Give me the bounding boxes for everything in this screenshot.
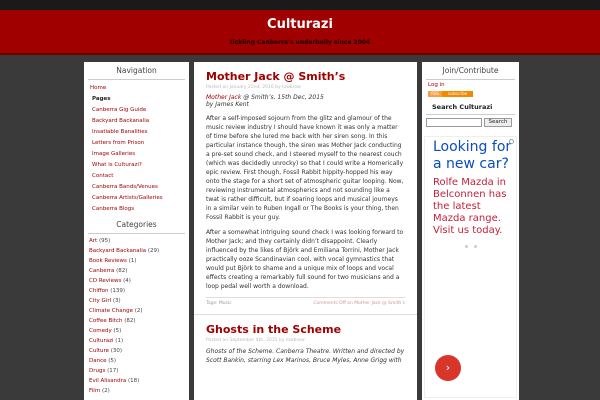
category-item xyxy=(89,376,184,386)
post-subtitle-rest: @ Smith’s, 15th Dec, 2015 xyxy=(241,94,324,101)
category-item xyxy=(89,316,184,326)
category-item xyxy=(89,236,184,246)
category-count: (30) xyxy=(110,348,123,354)
site-tagline: tickling Canberra's underbelly since 2004 xyxy=(229,39,371,46)
category-link[interactable]: CD Reviews xyxy=(89,278,122,284)
categories-title: Categories xyxy=(88,216,185,234)
site-header xyxy=(0,10,600,55)
category-item xyxy=(89,366,184,376)
category-count: (82) xyxy=(116,268,128,274)
nav-pages-heading: Pages xyxy=(92,95,111,102)
category-item xyxy=(89,276,184,286)
advertisement[interactable] xyxy=(424,136,517,398)
category-link[interactable]: City Girl xyxy=(89,298,112,304)
ad-text[interactable]: Rolfe Mazda in Belconnen has the latest Mazda range. Visit us today. xyxy=(433,177,507,236)
nav-item-contact[interactable]: Contact xyxy=(92,172,114,179)
category-item xyxy=(89,386,184,396)
nav-item-gig-guide[interactable]: Canberra Gig Guide xyxy=(92,106,147,113)
rss-subscribe-label: subscribe xyxy=(447,91,468,96)
category-item xyxy=(89,336,184,346)
category-count: (2) xyxy=(101,388,110,394)
category-item xyxy=(89,296,184,306)
navigation-list xyxy=(84,80,189,216)
category-link[interactable]: Climate Change xyxy=(89,308,133,314)
post-meta: Posted on January 22nd, 2016 by lowbrow xyxy=(206,85,301,90)
rss-subscribe-badge[interactable] xyxy=(428,91,473,97)
category-link[interactable]: Evil Alisandra xyxy=(89,378,127,384)
category-link[interactable]: Chiffon xyxy=(89,288,109,294)
post-comments-link[interactable]: Comments Off on Mother Jack @ Smith’s xyxy=(313,301,405,306)
post-ghosts-in-the-scheme xyxy=(194,314,417,369)
post-intro: Ghosts of the Scheme. Canberra Theatre. Written and directed by Scott Bankin, starring Lex Marinos, Bruce Myles, Anne Grigg with xyxy=(206,348,405,364)
category-item xyxy=(89,356,184,366)
ad-arrow-icon[interactable]: › xyxy=(435,355,461,381)
nav-item-bands-venues[interactable]: Canberra Bands/Venues xyxy=(92,183,158,190)
category-item xyxy=(89,266,184,276)
post-meta: Posted on September 4th, 2015 by lowbrow xyxy=(206,338,305,343)
nav-item-canberra-blogs[interactable]: Canberra Blogs xyxy=(92,205,135,212)
search-button[interactable]: Search xyxy=(484,118,512,127)
ad-dot xyxy=(474,245,477,248)
search-row xyxy=(422,115,519,130)
category-link[interactable]: Culture xyxy=(89,348,110,354)
category-count: (5) xyxy=(108,358,117,364)
post-tags[interactable]: Tags: Music xyxy=(206,301,232,306)
category-item xyxy=(89,286,184,296)
top-bar xyxy=(0,0,600,10)
nav-item-letters-from-prison[interactable]: Letters from Prison xyxy=(92,139,145,146)
category-count: (139) xyxy=(110,288,126,294)
category-item xyxy=(89,306,184,316)
nav-item-home[interactable]: Home xyxy=(90,84,107,91)
post-title[interactable]: Ghosts in the Scheme xyxy=(206,323,342,336)
nav-item-insatiable-banalities[interactable]: Insatiable Banalities xyxy=(92,128,148,135)
category-count: (3) xyxy=(112,298,121,304)
category-count: (18) xyxy=(127,378,140,384)
category-link[interactable]: Book Reviews xyxy=(89,258,127,264)
category-count: (95) xyxy=(98,238,111,244)
category-count: (4) xyxy=(123,278,131,284)
category-link[interactable]: Drugs xyxy=(89,368,106,374)
category-item xyxy=(89,346,184,356)
join-contribute-title: Join/Contribute xyxy=(426,62,515,80)
ad-pagination-dots xyxy=(425,245,516,248)
category-link[interactable]: Dance xyxy=(89,358,107,364)
ad-headline[interactable]: Looking for a new car? xyxy=(433,139,512,172)
login-link[interactable]: Log in xyxy=(428,82,445,88)
ad-info-icon[interactable] xyxy=(509,139,514,144)
search-input[interactable] xyxy=(426,118,482,127)
post-subtitle xyxy=(206,94,405,101)
category-count: (1) xyxy=(128,258,137,264)
category-item xyxy=(89,256,184,266)
category-count: (2) xyxy=(134,308,143,314)
post-paragraph: After a self-imposed sojourn from the glitz and glamour of the music review industry I should have known it was only a matter of time before she lured me back with her siren song. In this particular instance though, the siren was Mother Jack conducting a pre-set sound check, and I steered myself to the nearest couch (which was decidedly unrocky) so that I could write a Homerically epic review. First though, Fossil Rabbit hippity-hopped his way onto the stage for a short set of atmospheric guitar looping. Now, reviewing instrumental atmospherics and not sounding like a twat is rather difficult, but if soaring loops and musical journeys in a similar vein to Ruben Ingall or The Books is your thing, then Fossil Rabbit is your guy. xyxy=(206,115,404,221)
post-mother-jack xyxy=(194,62,417,310)
category-link[interactable]: Canberra xyxy=(89,268,115,274)
category-link[interactable]: Comedy xyxy=(89,328,112,334)
ad-dot xyxy=(465,245,468,248)
category-count: (5) xyxy=(113,328,122,334)
category-link[interactable]: Backyard Backanalia xyxy=(89,248,147,254)
right-sidebar xyxy=(422,62,519,400)
nav-item-image-galleries[interactable]: Image Galleries xyxy=(92,150,136,157)
main-content xyxy=(194,62,417,400)
categories-list xyxy=(84,234,189,398)
nav-item-artists-galleries[interactable]: Canberra Artists/Galleries xyxy=(92,194,163,201)
nav-item-backyard-backanalia[interactable]: Backyard Backanalia xyxy=(92,117,150,124)
post-byline: by James Kent xyxy=(206,101,249,108)
category-link[interactable]: Coffee Bitch xyxy=(89,318,123,324)
post-footer xyxy=(206,297,405,306)
left-sidebar xyxy=(84,62,189,400)
category-count: (1) xyxy=(115,338,124,344)
category-item xyxy=(89,246,184,256)
post-body xyxy=(206,114,405,291)
site-title[interactable]: Culturazi xyxy=(267,17,333,32)
nav-item-what-is-culturazi[interactable]: What is Culturazi? xyxy=(92,161,142,168)
post-paragraph: After a somewhat intriguing sound check I was looking forward to Mother Jack; and they certainly didn’t disappoint. Clearly influenced by the likes of Björk and Emiliana Torrini, Mother Jack practically ooze Scandinavian cool, with vocal gymnastics that would put Björk to shame and a unique mix of loops and vocal effects creating a remarkably full sound for two musicians and a loop pedal well worth a download. xyxy=(206,229,404,290)
category-item xyxy=(89,326,184,336)
navigation-title: Navigation xyxy=(88,62,185,80)
category-link[interactable]: Film xyxy=(89,388,101,394)
search-title: Search Culturazi xyxy=(426,100,515,115)
category-link[interactable]: Culturazi xyxy=(89,338,114,344)
category-count: (29) xyxy=(147,248,160,254)
post-title[interactable]: Mother Jack @ Smith’s xyxy=(206,70,346,83)
category-count: (17) xyxy=(107,368,119,374)
post-subtitle-link[interactable]: Mother Jack xyxy=(206,94,242,101)
rss-icon: RSS xyxy=(428,91,442,97)
category-count: (82) xyxy=(124,318,136,324)
category-link[interactable]: Art xyxy=(89,238,98,244)
